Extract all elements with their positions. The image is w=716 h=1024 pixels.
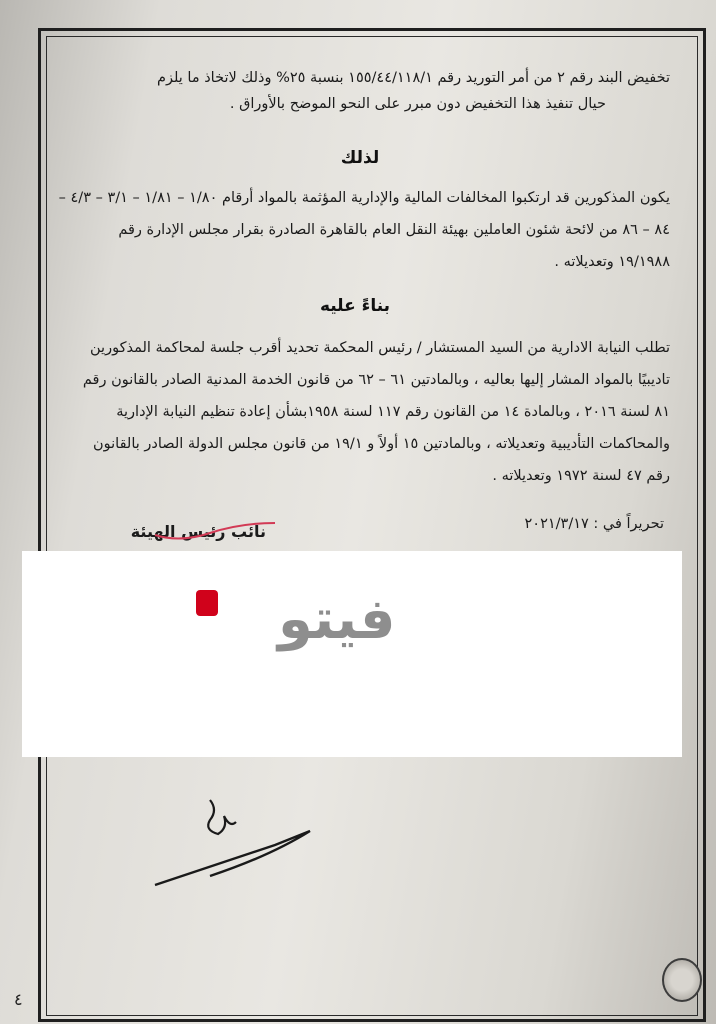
- heading-therefore: لذلك: [340, 148, 380, 168]
- logo-text: فيتو: [278, 587, 396, 652]
- page-number: ٤: [14, 990, 23, 1009]
- paragraph-2-line-1: تطلب النيابة الادارية من السيد المستشار / رئيس المحكمة تحديد أقرب جلسة لمحاكمة المذكورين: [90, 340, 670, 356]
- intro-line-1: تخفيض البند رقم ٢ من أمر التوريد رقم ١٥٥/٤٤/١١٨/١ بنسبة ٢٥% وذلك لاتخاذ ما يلزم: [157, 70, 670, 86]
- paragraph-1-line-3: ١٩/١٩٨٨ وتعديلاته .: [554, 254, 670, 270]
- paragraph-2-line-3: ٨١ لسنة ٢٠١٦ ، وبالمادة ١٤ من القانون رقم ١١٧ لسنة ١٩٥٨بشأن إعادة تنظيم النيابة الإدارية: [116, 404, 670, 420]
- redaction-box: [22, 551, 682, 757]
- paragraph-2-line-2: تاديبيًا بالمواد المشار إليها بعاليه ، وبالمادتين ٦١ – ٦٢ من قانون الخدمة المدنية الصادر بالقانون رقم: [82, 372, 670, 388]
- intro-line-2: حيال تنفيذ هذا التخفيض دون مبرر على النحو الموضح بالأوراق .: [229, 96, 606, 112]
- handwritten-signature: [150, 790, 320, 900]
- paragraph-1-line-1: يكون المذكورين قد ارتكبوا المخالفات المالية والإدارية المؤثمة بالمواد أرقام ١/٨٠ – ١/٨١ – ٣/١ – ٤/٣ –: [58, 190, 670, 206]
- heading-accordingly: بناءً عليه: [319, 296, 391, 316]
- paragraph-1-line-2: ٨٤ – ٨٦ من لائحة شئون العاملين بهيئة النقل العام بالقاهرة الصادرة بقرار مجلس الإدارة رقم: [118, 222, 670, 238]
- red-pen-mark: [150, 515, 280, 545]
- paragraph-2-line-5: رقم ٤٧ لسنة ١٩٧٢ وتعديلاته .: [492, 468, 670, 484]
- official-seal: [662, 958, 702, 1002]
- signer-title: نائب رئيس الهيئة: [130, 522, 266, 541]
- logo-accent-hand: [196, 590, 218, 616]
- date-label: تحريراً في : ٢٠٢١/٣/١٧: [524, 516, 664, 532]
- paragraph-2-line-4: والمحاكمات التأديبية وتعديلاته ، وبالمادتين ١٥ أولاً و ١٩/١ من قانون مجلس الدولة الصادر بالقانون: [93, 436, 670, 452]
- vetogate-logo: [130, 580, 396, 652]
